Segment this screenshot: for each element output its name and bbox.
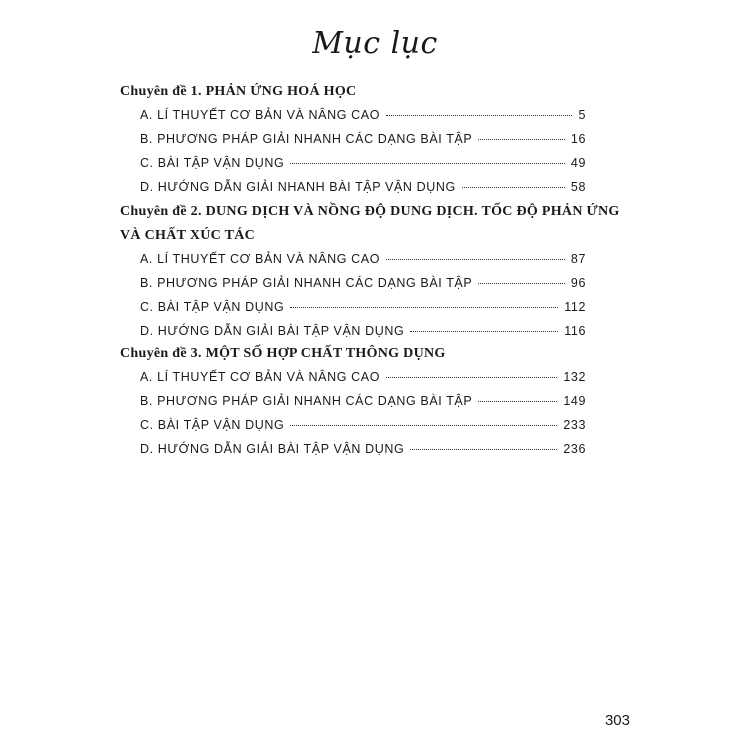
dot-leader [410, 331, 558, 332]
toc-entry[interactable] [140, 394, 586, 414]
toc-entry[interactable] [140, 180, 586, 200]
dot-leader [478, 139, 565, 140]
dot-leader [290, 163, 565, 164]
chapter-2-heading: Chuyên đề 2. DUNG DỊCH VÀ NỒNG ĐỘ DUNG DỊCH. TỐC ĐỘ PHẢN ỨNG [120, 204, 620, 219]
toc-entry-page: 49 [570, 156, 586, 170]
toc-entry-page: 132 [563, 370, 586, 384]
toc-entry-label: C. BÀI TẬP VẬN DỤNG [140, 418, 285, 432]
toc-entry-page: 112 [564, 300, 586, 314]
toc-entry-page: 58 [570, 180, 586, 194]
toc-entry[interactable] [140, 276, 586, 296]
toc-entry[interactable] [140, 156, 586, 176]
toc-entry-page: 96 [570, 276, 586, 290]
toc-entry-label: B. PHƯƠNG PHÁP GIẢI NHANH CÁC DẠNG BÀI TẬP [140, 132, 473, 146]
toc-entry-label: B. PHƯƠNG PHÁP GIẢI NHANH CÁC DẠNG BÀI TẬP [140, 276, 473, 290]
chapter-2-heading-continued: VÀ CHẤT XÚC TÁC [120, 228, 256, 243]
toc-entry[interactable] [140, 108, 586, 128]
page-title: Mục lục [312, 26, 438, 61]
chapter-3-heading: Chuyên đề 3. MỘT SỐ HỢP CHẤT THÔNG DỤNG [120, 346, 446, 361]
toc-entry-page: 16 [570, 132, 586, 146]
dot-leader [410, 449, 557, 450]
toc-entry-label: A. LÍ THUYẾT CƠ BẢN VÀ NÂNG CAO [140, 252, 381, 266]
dot-leader [290, 307, 558, 308]
toc-entry-page: 149 [563, 394, 586, 408]
toc-entry-label: C. BÀI TẬP VẬN DỤNG [140, 300, 285, 314]
toc-entry-page: 236 [563, 442, 586, 456]
toc-entry[interactable] [140, 370, 586, 390]
dot-leader [386, 115, 572, 116]
toc-entry-page: 87 [570, 252, 586, 266]
chapter-1-heading: Chuyên đề 1. PHẢN ỨNG HOÁ HỌC [120, 84, 357, 99]
dot-leader [478, 401, 557, 402]
toc-entry[interactable] [140, 132, 586, 152]
dot-leader [290, 425, 557, 426]
toc-entry-label: C. BÀI TẬP VẬN DỤNG [140, 156, 285, 170]
toc-entry-label: B. PHƯƠNG PHÁP GIẢI NHANH CÁC DẠNG BÀI TẬP [140, 394, 473, 408]
toc-entry[interactable] [140, 324, 586, 344]
toc-entry[interactable] [140, 442, 586, 462]
toc-entry-label: A. LÍ THUYẾT CƠ BẢN VÀ NÂNG CAO [140, 108, 381, 122]
dot-leader [386, 377, 557, 378]
dot-leader [386, 259, 565, 260]
toc-entry-label: D. HƯỚNG DẪN GIẢI BÀI TẬP VẬN DỤNG [140, 442, 405, 456]
toc-entry-label: D. HƯỚNG DẪN GIẢI BÀI TẬP VẬN DỤNG [140, 324, 405, 338]
page-number: 303 [604, 712, 630, 729]
toc-entry-label: A. LÍ THUYẾT CƠ BẢN VÀ NÂNG CAO [140, 370, 381, 384]
toc-entry-page: 116 [564, 324, 586, 338]
toc-entry[interactable] [140, 418, 586, 438]
toc-entry-page: 233 [563, 418, 586, 432]
toc-entry-label: D. HƯỚNG DẪN GIẢI NHANH BÀI TẬP VẬN DỤNG [140, 180, 456, 194]
toc-entry-page: 5 [578, 108, 586, 122]
dot-leader [478, 283, 565, 284]
toc-entry[interactable] [140, 252, 586, 272]
toc-entry[interactable] [140, 300, 586, 320]
dot-leader [462, 187, 565, 188]
